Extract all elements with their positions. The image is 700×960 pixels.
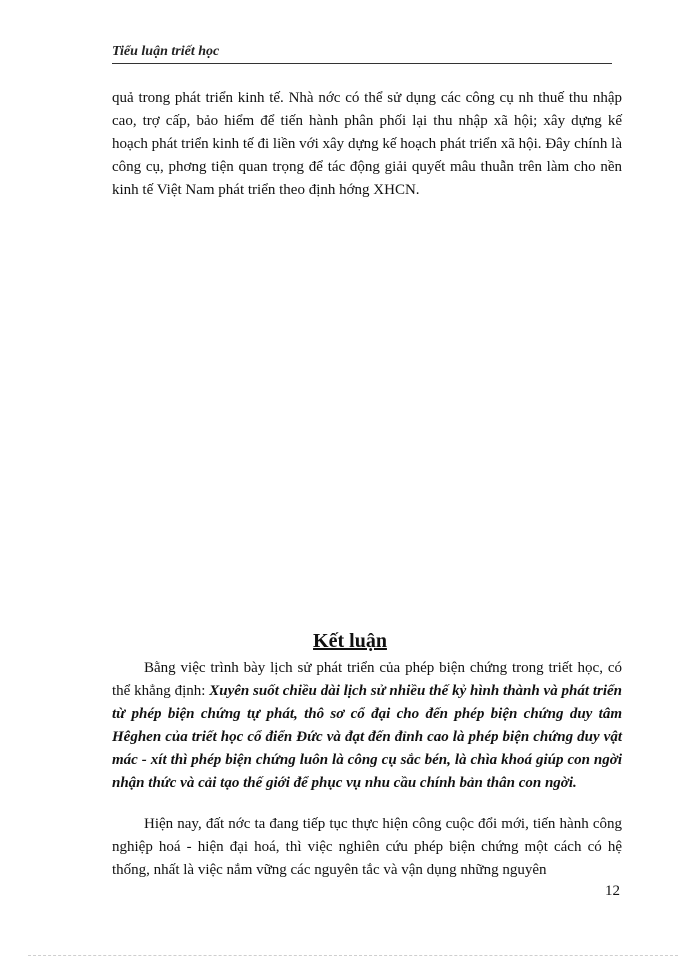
conclusion-emphasis-text: Xuyên suốt chiều dài lịch sử nhiều thế kỷ hình thành và phát triển từ phép biện chứng tự phát, thô sơ cổ đại cho đến phép biện chứng duy tâm Hêghen của triết học cổ điển Đức và đạt đến đỉnh cao là phép biện chứng duy vật mác - xít thì phép biện chứng luôn là công cụ sắc bén, là chìa khoá giúp con ngời nhận thức và cải tạo thế giới để phục vụ nhu cầu chính bản thân con ngời. bbox=[112, 683, 622, 791]
page-number: 12 bbox=[605, 883, 620, 899]
conclusion-lead-text: Bằng việc trình bày lịch sử phát triển của phép biện chứng trong triết học, có thể khẳng định: bbox=[112, 660, 622, 699]
paragraph-continuation bbox=[112, 87, 622, 202]
header-rule bbox=[112, 63, 612, 64]
paragraph-continuation-text: quả trong phát triển kinh tế. Nhà nớc có thể sử dụng các công cụ nh thuế thu nhập cao, trợ cấp, bảo hiểm để tiến hành phân phối lại thu nhập xã hội; xây dựng kế hoạch phát triển kinh tế đi liền với xây dựng kế hoạch phát triển xã hội. Đây chính là công cụ, phơng tiện quan trọng để tác động giải quyết mâu thuẫn trên làm cho nền kinh tế Việt Nam phát triển theo định hớng XHCN. bbox=[112, 90, 622, 198]
running-header: Tiểu luận triết học bbox=[112, 44, 220, 59]
page-bottom-rule bbox=[28, 955, 678, 956]
current-situation-text: Hiện nay, đất nớc ta đang tiếp tục thực hiện công cuộc đổi mới, tiến hành công nghiệp hoá - hiện đại hoá, thì việc nghiên cứu phép biện chứng một cách có hệ thống, nhất là việc nắm vững các nguyên tắc và vận dụng những nguyên bbox=[112, 816, 622, 878]
current-situation-paragraph bbox=[112, 813, 622, 882]
section-title: Kết luận bbox=[313, 630, 387, 652]
conclusion-paragraph bbox=[112, 657, 622, 795]
